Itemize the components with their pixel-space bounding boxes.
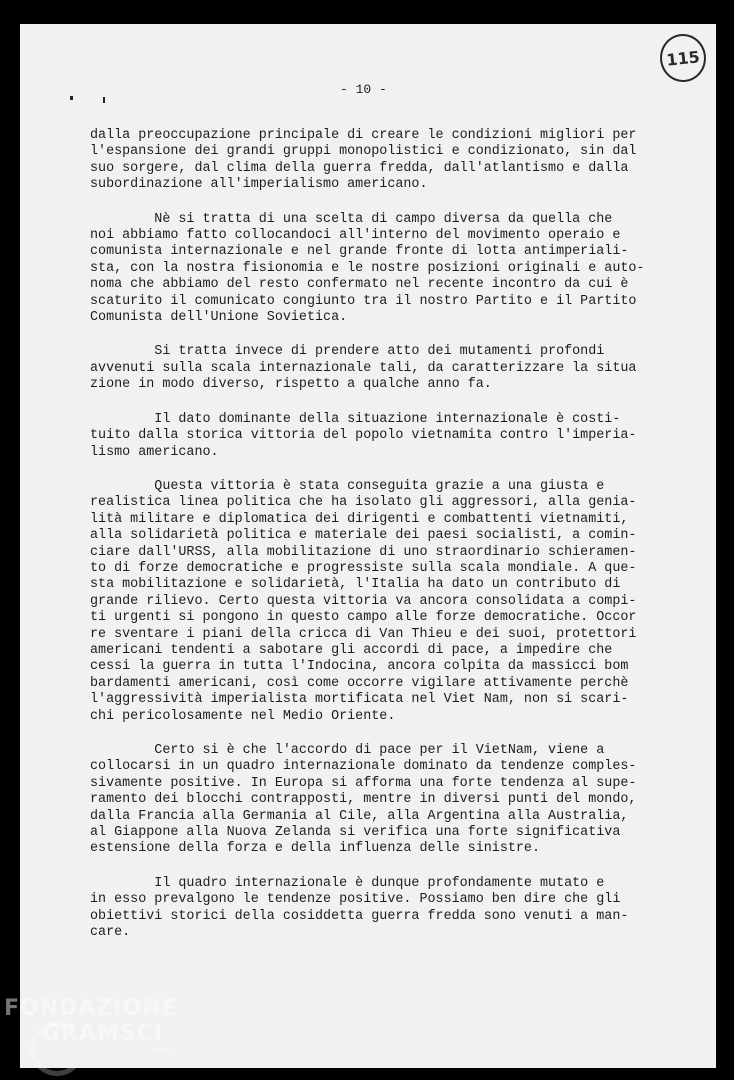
text-line: tuito dalla storica vittoria del popolo vietnamita contro l'imperia- xyxy=(90,428,637,444)
text-line: noma che abbiamo del resto confermato nel recente incontro da cui è xyxy=(90,277,629,293)
fondazione-gramsci-watermark xyxy=(4,996,204,1056)
text-line: sta, con la nostra fisionomia e le nostre posizioni originali e auto- xyxy=(90,260,645,276)
text-line: sta mobilitazione e solidarietà, l'Italia ha dato un contributo di xyxy=(90,577,621,593)
text-line: ti urgenti si pongono in questo campo alle forze democratiche. Occor xyxy=(90,610,637,626)
paragraph xyxy=(90,479,660,725)
text-line: obiettivi storici della cosiddetta guerra fredda sono venuti a man- xyxy=(90,908,629,924)
paragraph xyxy=(90,876,660,942)
watermark-line-1: FONDAZIONE xyxy=(4,996,178,1021)
text-line: Si tratta invece di prendere atto dei mutamenti profondi xyxy=(90,344,605,360)
punch-mark xyxy=(70,96,73,100)
text-line: grande rilievo. Certo questa vittoria va ancora consolidata a compi- xyxy=(90,593,637,609)
paragraph xyxy=(90,743,660,858)
paragraph xyxy=(90,212,660,327)
text-line: re sventare i piani della cricca di Van Thieu e dei suoi, protettori xyxy=(90,626,637,642)
text-line: Nè si tratta di una scelta di campo diversa da quella che xyxy=(90,211,613,227)
page-number: - 10 - xyxy=(340,82,387,97)
text-line: chi pericolosamente nel Medio Oriente. xyxy=(90,708,396,724)
paragraph xyxy=(90,412,660,461)
text-line: care. xyxy=(90,925,131,941)
text-line: dalla preoccupazione principale di creare le condizioni migliori per xyxy=(90,128,637,143)
text-line: in esso prevalgono le tendenze positive. Possiamo ben dire che gli xyxy=(90,892,621,908)
text-line: Questa vittoria è stata conseguita grazie a una giusta e xyxy=(90,478,605,494)
watermark-line-2: GRAMSCI xyxy=(42,1021,164,1046)
watermark-line-3: onlus xyxy=(152,1046,177,1056)
text-line: Comunista dell'Unione Sovietica. xyxy=(90,310,348,326)
punch-mark xyxy=(103,97,105,103)
archive-number-stamp: 115 xyxy=(658,32,709,85)
text-line: scaturito il comunicato congiunto tra il nostro Partito e il Partito xyxy=(90,293,637,309)
text-line: comunista internazionale e nel grande fronte di lotta antimperiali- xyxy=(90,244,629,260)
text-line: bardamenti americani, così come occorre vigilare attivamente perchè xyxy=(90,675,629,691)
text-line: lità militare e diplomatica dei dirigenti e combattenti vietnamiti, xyxy=(90,511,629,527)
text-line: lismo americano. xyxy=(90,444,219,460)
text-line: ciare dall'URSS, alla mobilitazione di uno straordinario schieramen- xyxy=(90,544,637,560)
text-line: subordinazione all'imperialismo americano. xyxy=(90,177,428,193)
text-line: estensione della forza e della influenza delle sinistre. xyxy=(90,841,540,857)
text-line: collocarsi in un quadro internazionale dominato da tendenze comples- xyxy=(90,759,637,775)
text-line: americani tendenti a sabotare gli accordi di pace, a impedire che xyxy=(90,642,613,658)
paragraph xyxy=(90,128,660,194)
text-line: Il dato dominante della situazione internazionale è costi- xyxy=(90,411,621,427)
text-line: to di forze democratiche e progressiste sulla scala mondiale. A que- xyxy=(90,560,637,576)
text-line: alla solidarietà politica e materiale dei paesi socialisti, a comin- xyxy=(90,528,637,544)
text-line: ramento dei blocchi contrapposti, mentre in diversi punti del mondo, xyxy=(90,792,637,808)
paragraph xyxy=(90,344,660,393)
gramsci-logo-icon xyxy=(30,1022,84,1076)
text-line: l'aggressività imperialista mortificata nel Viet Nam, non si scari- xyxy=(90,692,629,708)
text-line: dalla Francia alla Germania al Cile, alla Argentina alla Australia, xyxy=(90,808,629,824)
text-line: cessi la guerra in tutta l'Indocina, ancora colpita da massicci bom xyxy=(90,659,629,675)
text-line: Il quadro internazionale è dunque profondamente mutato e xyxy=(90,875,605,891)
text-line: sivamente positive. In Europa si afforma una forte tendenza al supe- xyxy=(90,775,637,791)
text-line: l'espansione dei grandi gruppi monopolistici e condizionato, sin dal xyxy=(90,144,637,160)
text-line: noi abbiamo fatto collocandoci all'interno del movimento operaio e xyxy=(90,228,621,244)
text-line: zione in modo diverso, rispetto a qualche anno fa. xyxy=(90,377,492,393)
document-body xyxy=(90,128,660,959)
text-line: suo sorgere, dal clima della guerra fredda, dall'atlantismo e dalla xyxy=(90,160,629,176)
text-line: realistica linea politica che ha isolato gli aggressori, alla genia- xyxy=(90,495,637,511)
text-line: avvenuti sulla scala internazionale tali, da caratterizzare la situa xyxy=(90,360,637,376)
text-line: Certo si è che l'accordo di pace per il VietNam, viene a xyxy=(90,743,605,758)
text-line: al Giappone alla Nuova Zelanda si verifica una forte significativa xyxy=(90,825,621,841)
